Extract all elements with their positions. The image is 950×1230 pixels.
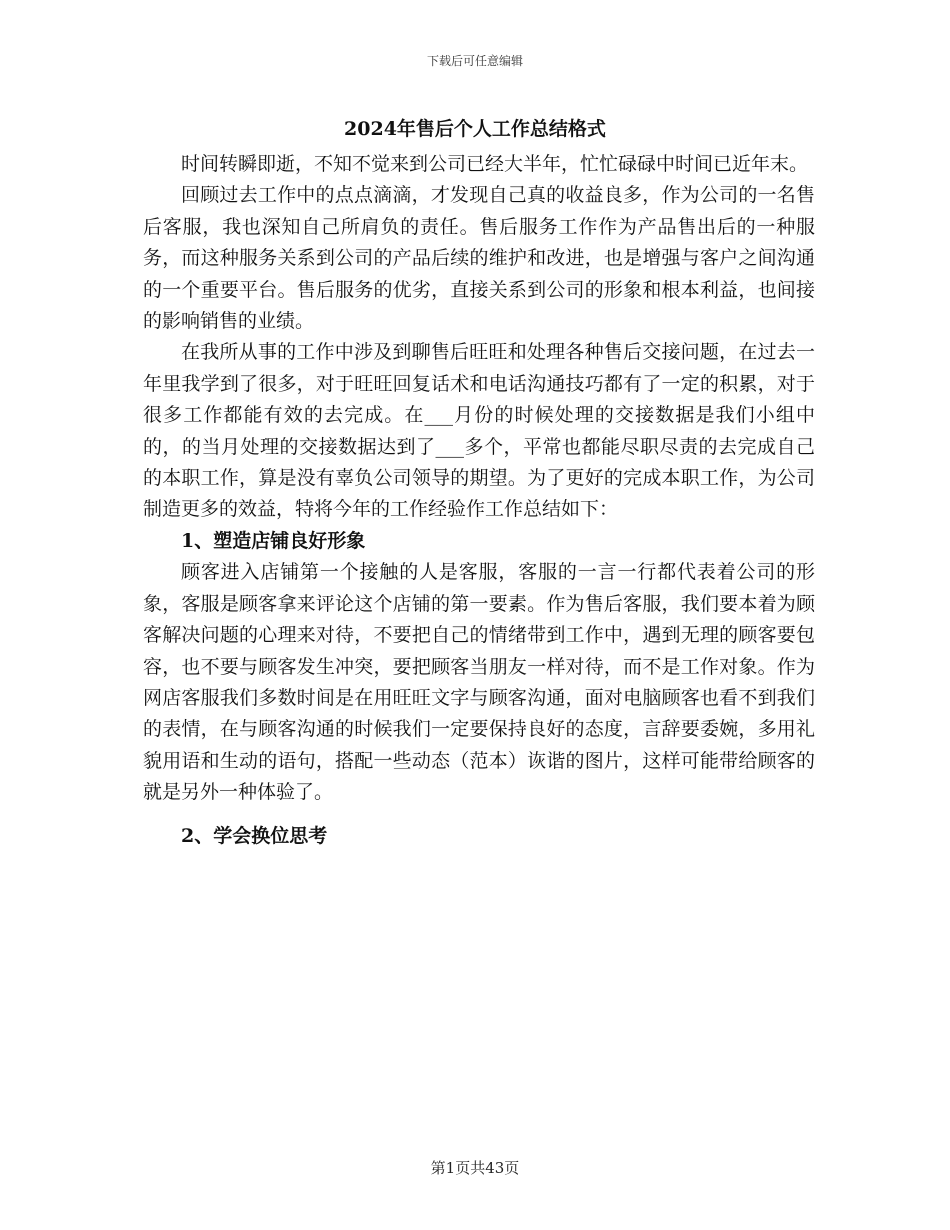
section-heading-1: 1、塑造店铺良好形象 — [181, 529, 366, 552]
paragraph-section-1: 顾客进入店铺第一个接触的人是客服，客服的一言一行都代表着公司的形象，客服是顾客拿来评论这个店铺的第一要素。作为售后客服，我们要本着为顾客解决问题的心理来对待，不要把自己的情绪带到工作中，遇到无理的顾客要包容，也不要与顾客发生冲突，要把顾客当朋友一样对待，而不是工作对象。作为网店客服我们多数时间是在用旺旺文字与顾客沟通，面对电脑顾客也看不到我们的表情，在与顾客沟通的时候我们一定要保持良好的态度，言辞要委婉，多用礼貌用语和生动的语句，搭配一些动态（范本）诙谐的图片，这样可能带给顾客的就是另外一种体验了。 — [143, 561, 815, 804]
paragraph-intro: 时间转瞬即逝，不知不觉来到公司已经大半年，忙忙碌碌中时间已近年末。 — [181, 153, 809, 175]
page-header: 下载后可任意编辑 — [426, 54, 523, 68]
section-heading-2: 2、学会换位思考 — [181, 824, 328, 847]
paragraph-work: 在我所从事的工作中涉及到聊售后旺旺和处理各种售后交接问题，在过去一年里我学到了很多，对于旺旺回复话术和电话沟通技巧都有了一定的积累，对于很多工作都能有效的去完成。在___月份的时候处理的交接数据是我们小组中的，的当月处理的交接数据达到了___多个，平常也都能尽职尽责的去完成自己的本职工作，算是没有辜负公司领导的期望。为了更好的完成本职工作，为公司制造更多的效益，特将今年的工作经验作工作总结如下： — [143, 341, 815, 521]
paragraph-review: 回顾过去工作中的点点滴滴，才发现自己真的收益良多，作为公司的一名售后客服，我也深知自己所肩负的责任。售后服务工作作为产品售出后的一种服务，而这种服务关系到公司的产品后续的维护和改进，也是增强与客户之间沟通的一个重要平台。售后服务的优劣，直接关系到公司的形象和根本利益，也间接的影响销售的业绩。 — [143, 184, 815, 333]
document-title: 2024年售后个人工作总结格式 — [344, 118, 606, 140]
document-body — [143, 149, 815, 852]
page-footer: 第1页共43页 — [430, 1159, 520, 1177]
